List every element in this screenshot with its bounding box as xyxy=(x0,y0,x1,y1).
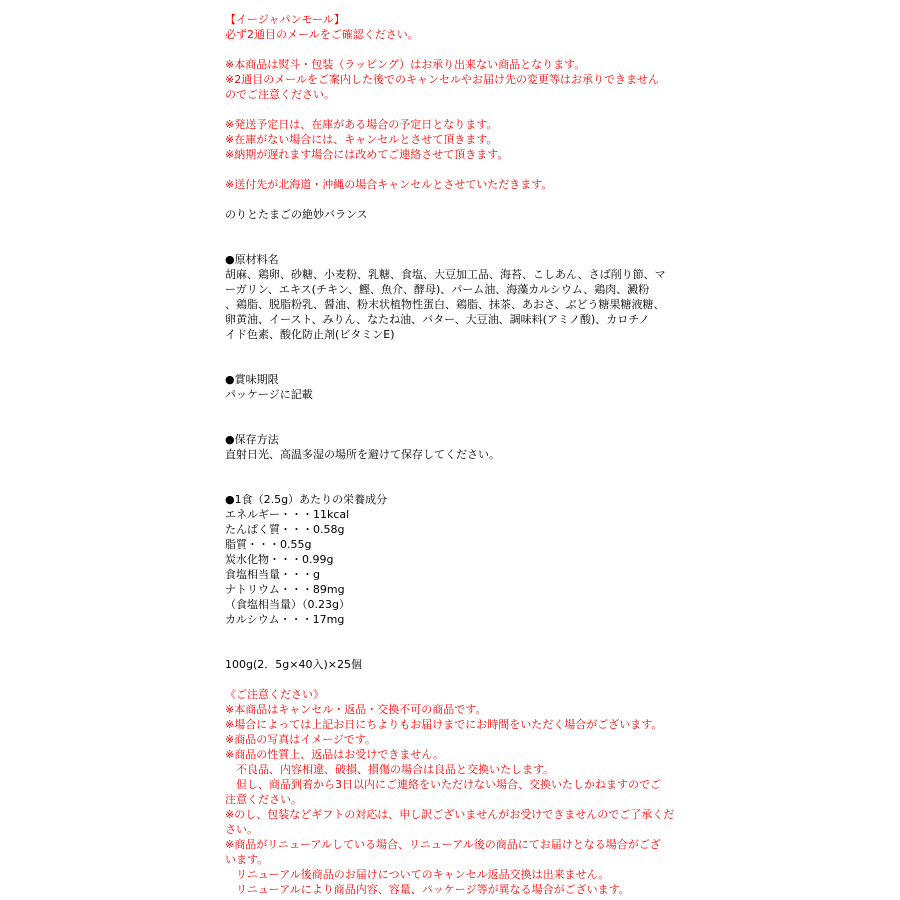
ship-note-line-2: ※在庫がない場合には、キャンセルとさせて頂きます。 xyxy=(225,133,498,146)
ingredients-line: 胡麻、鶏卵、砂糖、小麦粉、乳糖、食塩、大豆加工品、海苔、こしあん、さば削り節、マ xyxy=(225,268,666,281)
notice-line: さい。 xyxy=(225,823,258,836)
ship-note-line-1: ※発送予定日は、在庫がある場合の予定日となります。 xyxy=(225,118,498,131)
notice-line: ※商品がリニューアルしている場合、リニューアル後の商品にてお届けとなる場合がござ xyxy=(225,838,661,851)
nutrition-line: たんぱく質・・・0.58g xyxy=(225,523,345,536)
ingredients-line: 、鶏脂、脱脂粉乳、醤油、粉末状植物性蛋白、鶏脂、抹茶、あおさ、ぶどう糖果糖液糖、 xyxy=(225,298,665,311)
nutrition-line: 食塩相当量・・・g xyxy=(225,568,320,581)
ingredients-line: ーガリン、エキス(チキン、鰹、魚介、酵母)、パーム油、海藻カルシウム、鶏肉、澱粉 xyxy=(225,283,650,296)
notice-line: 不良品、内容相違、破損、損傷の場合は良品と交換いたします。 xyxy=(225,763,555,776)
ship-note-line-3: ※納期が遅れます場合には改めてご連絡させて頂きます。 xyxy=(225,148,509,161)
notice-line: リニューアル後商品のお届けについてのキャンセル返品交換は出来ません。 xyxy=(225,868,610,881)
top-notice-section xyxy=(225,12,665,192)
ingredients-line: 卵黄油、イースト、みりん、なたね油、バター、大豆油、調味料(アミノ酸)、カロチノ xyxy=(225,313,650,326)
cancel-note-line-1: ※2通目のメールをご案内した後でのキャンセルやお届け先の変更等はお承りできません xyxy=(225,73,659,86)
notice-line: ※場合によっては上記お日にちよりもお届けまでにお時間をいただく場合がございます。 xyxy=(225,718,663,731)
notice-line: います。 xyxy=(225,853,269,866)
product-info-section xyxy=(225,207,665,672)
product-tagline: のりとたまごの絶妙バランス xyxy=(225,208,368,221)
nutrition-line: 脂質・・・0.55g xyxy=(225,538,312,551)
notice-line: ※商品の写真はイメージです。 xyxy=(225,733,377,746)
ingredients-heading: ●原材料名 xyxy=(225,253,279,266)
cancel-note-line-2: のでご注意ください。 xyxy=(225,88,335,101)
notice-line: ※本商品はキャンセル・返品・交換不可の商品です。 xyxy=(225,703,487,716)
region-note: ※送付先が北海道・沖縄の場合キャンセルとさせていただきます。 xyxy=(225,178,553,191)
bottom-notice-section xyxy=(225,687,675,897)
nutrition-line: エネルギー・・・11kcal xyxy=(225,508,350,521)
storage-value: 直射日光、高温多湿の場所を避けて保存してください。 xyxy=(225,448,500,461)
wrapping-note: ※本商品は熨斗・包装（ラッピング）はお承り出来ない商品となります。 xyxy=(225,58,586,71)
nutrition-line: 炭水化物・・・0.99g xyxy=(225,553,334,566)
nutrition-heading: ●1食（2.5g）あたりの栄養成分 xyxy=(225,493,388,506)
storage-heading: ●保存方法 xyxy=(225,433,279,446)
notice-line: ※商品の性質上、返品はお受けできません。 xyxy=(225,748,444,761)
nutrition-line: ナトリウム・・・89mg xyxy=(225,583,345,596)
notice-line: リニューアルにより商品内容、容量、パッケージ等が異なる場合がございます。 xyxy=(225,883,630,896)
confirm-mail-note: 必ず2通目のメールをご確認ください。 xyxy=(225,28,419,41)
ingredients-line: イド色素、酸化防止剤(ビタミンE) xyxy=(225,328,395,341)
package-size: 100g(2．5g×40入)×25個 xyxy=(225,658,362,671)
expiry-value: パッケージに記載 xyxy=(225,388,313,401)
expiry-heading: ●賞味期限 xyxy=(225,373,279,386)
nutrition-line: （食塩相当量）（0.23g） xyxy=(225,598,350,611)
shop-name: 【イージャパンモール】 xyxy=(225,13,345,26)
notice-line: ※のし、包装などギフトの対応は、申し訳ございませんがお受けできませんのでご了承くだ xyxy=(225,808,675,821)
nutrition-line: カルシウム・・・17mg xyxy=(225,613,345,626)
notice-line: 《ご注意ください》 xyxy=(225,688,324,701)
notice-line: 注意ください。 xyxy=(225,793,302,806)
notice-line: 但し、商品到着から3日以内にご連絡をいただけない場合、交換いたしかねますのでご xyxy=(225,778,661,791)
product-description xyxy=(225,12,675,897)
